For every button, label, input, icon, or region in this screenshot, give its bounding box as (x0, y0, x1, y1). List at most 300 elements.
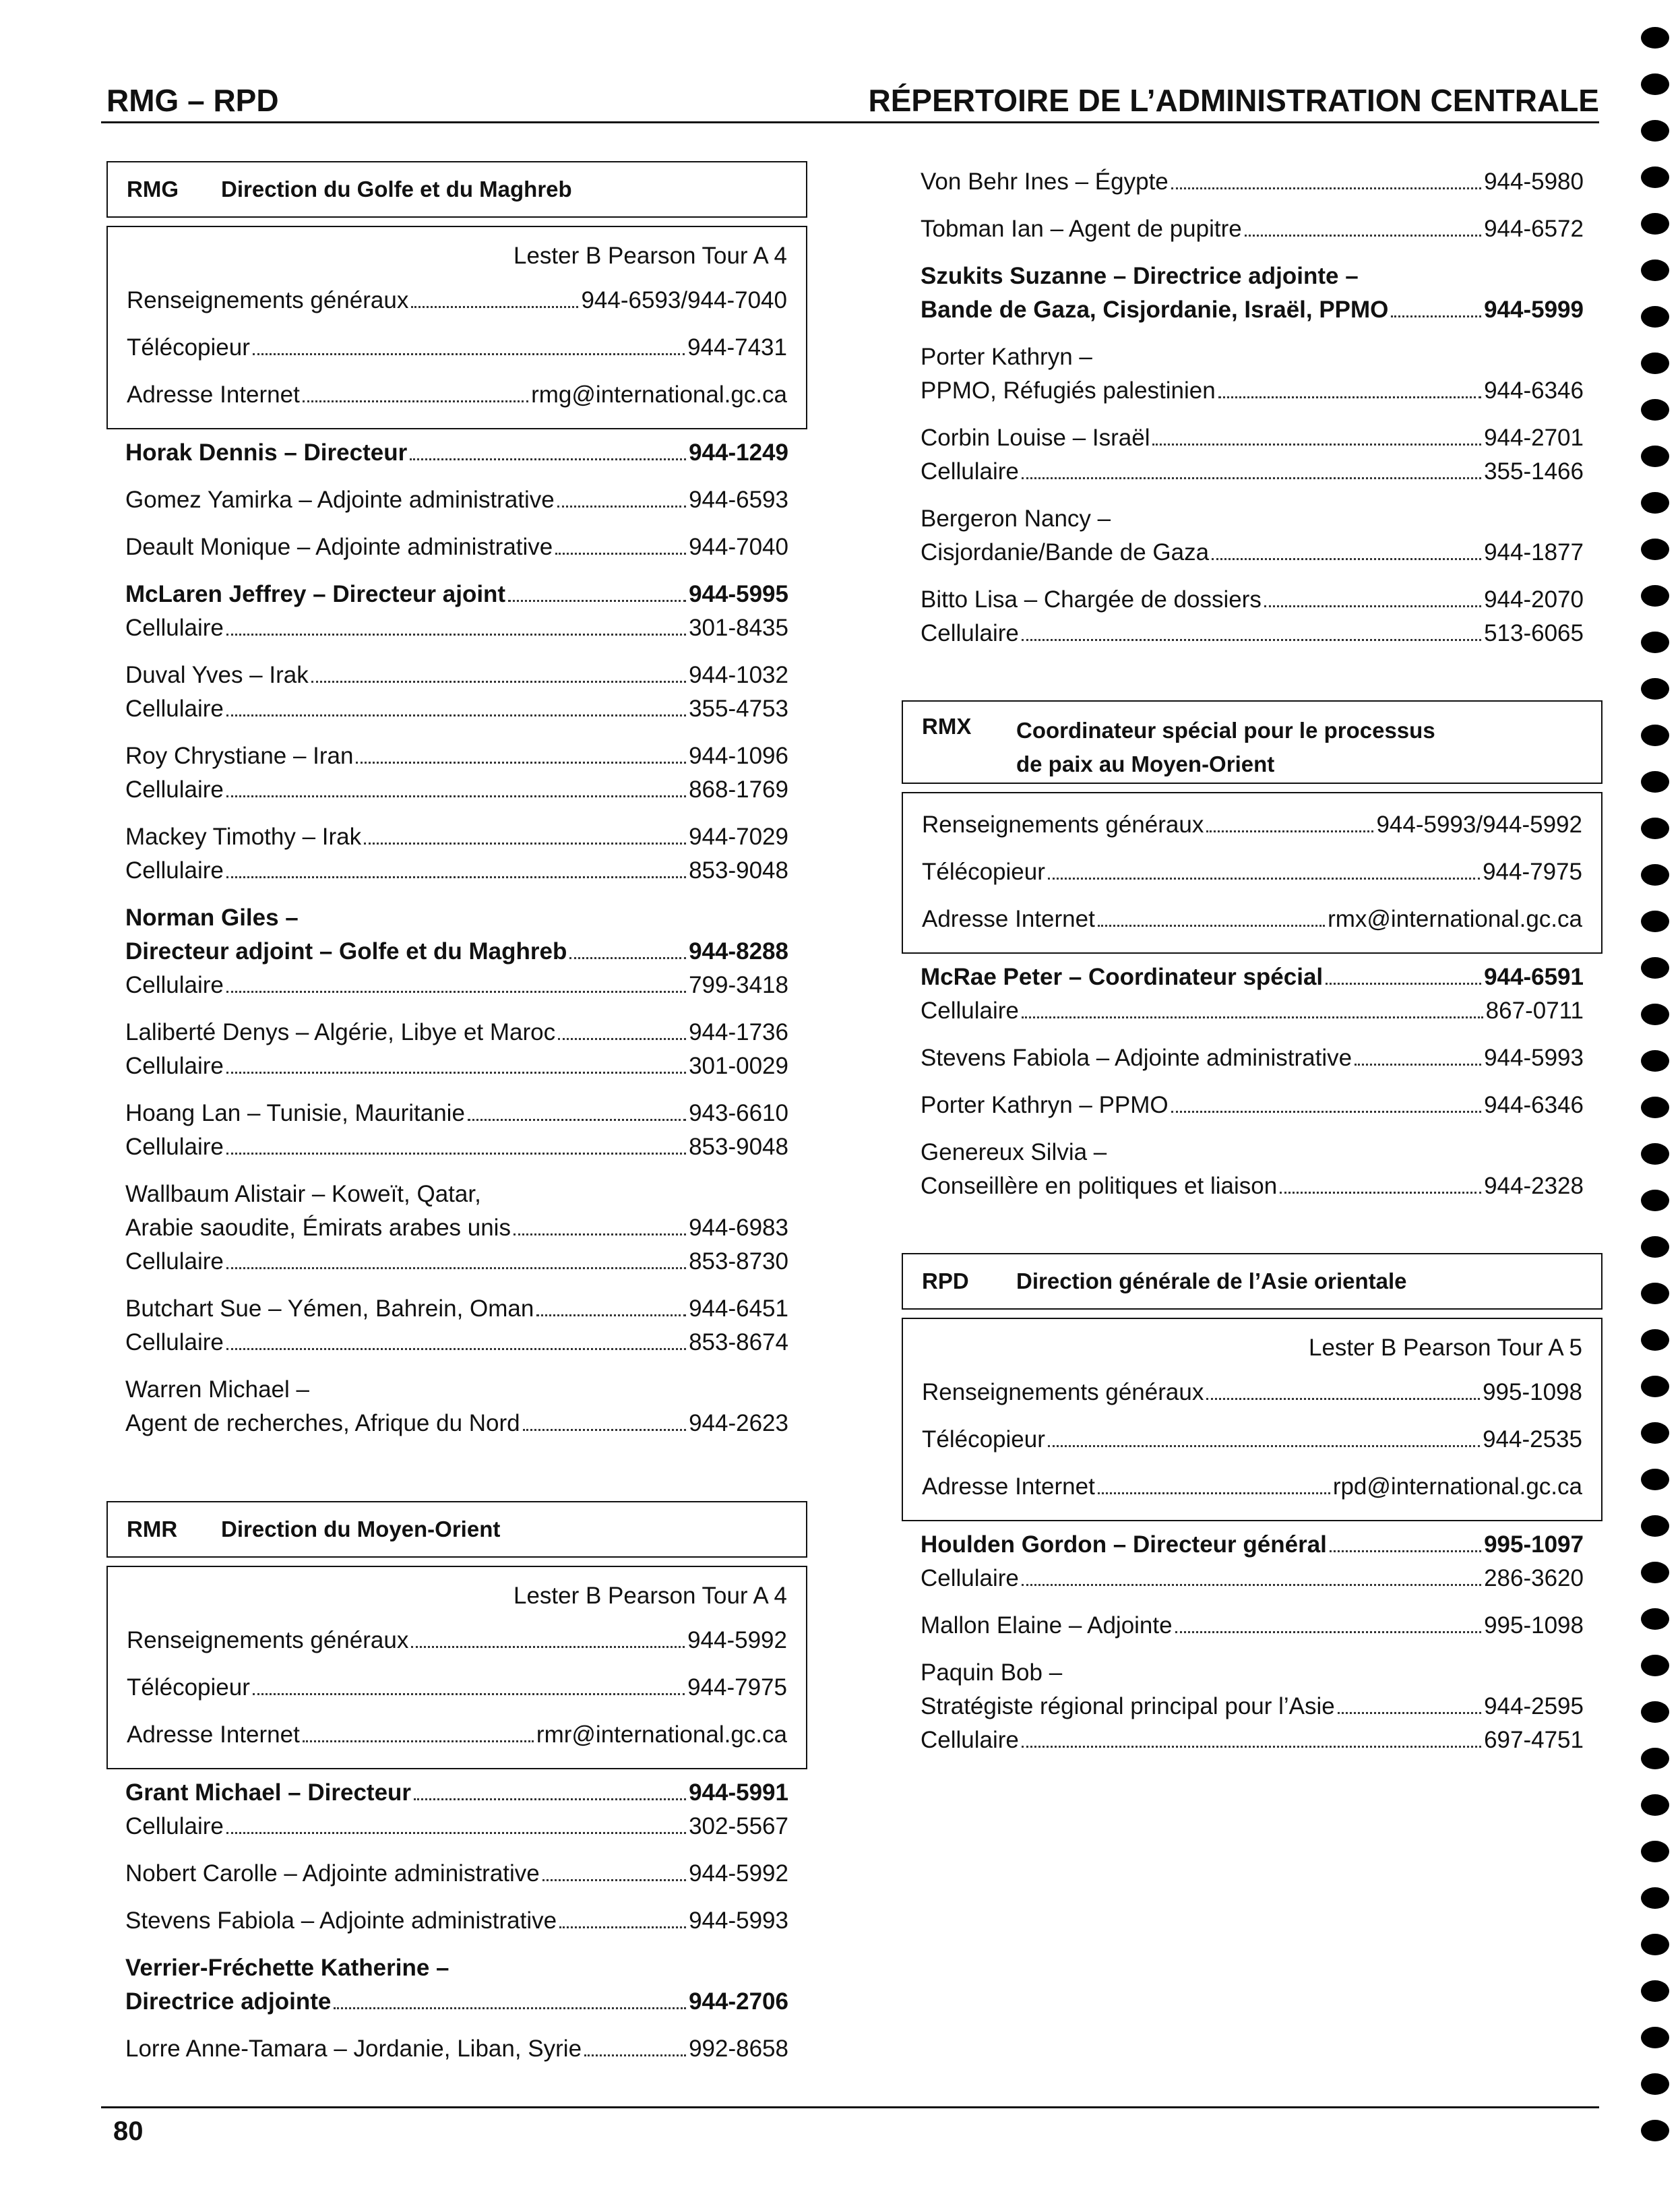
info-label: Télécopieur (922, 859, 1045, 885)
binder-hole (1641, 957, 1669, 979)
cell-line (125, 773, 788, 807)
entry-name: Deault Monique – Adjointe administrative (125, 534, 553, 560)
section-name-line1: Coordinateur spécial pour le processus (1016, 718, 1435, 743)
cell-line (125, 1130, 788, 1164)
entry-name: Horak Dennis – Directeur (125, 439, 408, 466)
cell-label: Cellulaire (125, 857, 224, 884)
phone-number: 944-5980 (1484, 169, 1584, 195)
binder-hole (1641, 1004, 1669, 1025)
binder-hole (1641, 678, 1669, 700)
cell-line (921, 455, 1584, 489)
section-name: Direction générale de l’Asie orientale (1016, 1269, 1407, 1293)
binder-hole (1641, 166, 1669, 188)
header-right-title: RÉPERTOIRE DE L’ADMINISTRATION CENTRALE (868, 83, 1599, 118)
entry-name: Hoang Lan – Tunisie, Mauritanie (125, 1100, 465, 1126)
location: Lester B Pearson Tour A 4 (513, 1583, 787, 1609)
binder-hole (1641, 1748, 1669, 1769)
entry-name: Wallbaum Alistair – Koweït, Qatar, (125, 1181, 481, 1207)
entry-line (921, 340, 1584, 374)
entry-line (125, 1985, 788, 2019)
directory-entry (125, 1904, 788, 1938)
section-header-rpd (902, 1253, 1603, 1310)
info-row (127, 1617, 787, 1664)
info-value: 944-2535 (1483, 1426, 1582, 1453)
phone-number: 944-7040 (689, 534, 788, 560)
directory-entry (921, 1656, 1584, 1757)
entry-line (921, 583, 1584, 617)
cell-number: 697-4751 (1484, 1727, 1584, 1753)
binder-hole (1641, 771, 1669, 793)
entry-line (921, 165, 1584, 199)
binder-hole (1641, 1562, 1669, 1583)
entry-line (921, 1136, 1584, 1169)
entry-name: Porter Kathryn – (921, 344, 1092, 370)
cell-number: 853-9048 (689, 1134, 788, 1160)
phone-number: 944-1032 (689, 662, 788, 688)
directory-entry (125, 820, 788, 888)
entry-line (921, 502, 1584, 536)
binder-hole (1641, 1329, 1669, 1351)
info-label: Renseignements généraux (127, 1627, 409, 1653)
cell-line (921, 1562, 1584, 1595)
entry-line (921, 960, 1584, 994)
entry-line (125, 1178, 788, 1211)
phone-number: 944-5993 (1484, 1045, 1584, 1071)
entry-line (921, 1528, 1584, 1562)
binder-hole (1641, 120, 1669, 142)
binder-hole (1641, 725, 1669, 746)
info-box-rmr (106, 1566, 807, 1769)
entry-name: Mallon Elaine – Adjointe (921, 1612, 1173, 1639)
entry-name: Porter Kathryn – PPMO (921, 1092, 1169, 1118)
cell-number: 868-1769 (689, 776, 788, 803)
phone-number: 944-8288 (689, 938, 788, 965)
cell-line (125, 692, 788, 726)
location: Lester B Pearson Tour A 5 (1308, 1335, 1582, 1361)
info-label: Télécopieur (922, 1426, 1045, 1453)
info-value: 944-7431 (687, 334, 787, 361)
entry-name: Grant Michael – Directeur (125, 1779, 412, 1806)
entry-name: McLaren Jeffrey – Directeur ajoint (125, 581, 506, 607)
phone-number: 995-1098 (1484, 1612, 1584, 1639)
binder-hole (1641, 1794, 1669, 1816)
entry-name: Butchart Sue – Yémen, Bahrein, Oman (125, 1295, 534, 1322)
cell-number: 355-4753 (689, 696, 788, 722)
section-name: Direction du Golfe et du Maghreb (221, 177, 572, 202)
entries-rmr (106, 1769, 807, 2066)
directory-entry (921, 502, 1584, 570)
info-row (922, 896, 1582, 943)
binder-hole (1641, 2073, 1669, 2095)
info-label: Télécopieur (127, 1674, 250, 1701)
entry-name: Nobert Carolle – Adjointe administrative (125, 1860, 540, 1887)
entry-line (921, 1041, 1584, 1075)
phone-number: 944-6593 (689, 487, 788, 513)
entry-line (921, 1089, 1584, 1122)
cell-label: Cellulaire (125, 1329, 224, 1355)
section-code: RMX (922, 714, 972, 739)
phone-number: 944-1249 (689, 439, 788, 466)
binder-hole (1641, 1980, 1669, 2002)
entry-line (125, 935, 788, 969)
cell-line (125, 1245, 788, 1279)
cell-label: Cellulaire (125, 615, 224, 641)
phone-number: 944-6346 (1484, 1092, 1584, 1118)
entry-line (125, 1776, 788, 1810)
binder-hole (1641, 492, 1669, 514)
entry-name: Lorre Anne-Tamara – Jordanie, Liban, Syrie (125, 2036, 582, 2062)
binder-hole (1641, 539, 1669, 560)
binder-hole (1641, 446, 1669, 467)
entry-line (921, 212, 1584, 246)
info-row (922, 849, 1582, 896)
entry-name: Conseillère en politiques et liaison (921, 1173, 1278, 1199)
phone-number: 944-2701 (1484, 425, 1584, 451)
cell-label: Cellulaire (921, 458, 1019, 485)
binder-hole (1641, 73, 1669, 95)
entry-line (921, 1656, 1584, 1690)
phone-number: 944-1877 (1484, 539, 1584, 566)
directory-entry (125, 483, 788, 517)
cell-number: 867-0711 (1485, 998, 1584, 1024)
section-code: RMR (127, 1517, 178, 1541)
cell-label: Cellulaire (125, 972, 224, 998)
cell-line (125, 1049, 788, 1083)
directory-entry (921, 165, 1584, 199)
entry-name: Tobman Ian – Agent de pupitre (921, 216, 1242, 242)
cell-number: 799-3418 (689, 972, 788, 998)
info-value: rpd@international.gc.ca (1332, 1473, 1582, 1500)
entry-line (125, 1407, 788, 1440)
cell-number: 513-6065 (1484, 620, 1584, 646)
phone-number: 944-6346 (1484, 377, 1584, 404)
binder-hole (1641, 1376, 1669, 1397)
directory-entry (921, 212, 1584, 246)
entry-name: Mackey Timothy – Irak (125, 824, 362, 850)
binder-hole (1641, 632, 1669, 653)
cell-line (125, 854, 788, 888)
phone-number: 992-8658 (689, 2036, 788, 2062)
entry-name: McRae Peter – Coordinateur spécial (921, 964, 1324, 990)
info-row (922, 1463, 1582, 1510)
binder-hole (1641, 1097, 1669, 1118)
info-value: 944-6593/944-7040 (581, 287, 787, 313)
header-left-title: RMG – RPD (106, 83, 279, 118)
directory-entry (921, 1528, 1584, 1595)
entry-line (125, 1951, 788, 1985)
page-number: 80 (113, 2116, 144, 2146)
directory-entry (125, 436, 788, 470)
entry-name: Cisjordanie/Bande de Gaza (921, 539, 1210, 566)
cell-label: Cellulaire (125, 696, 224, 722)
binder-hole (1641, 1190, 1669, 1211)
binder-hole (1641, 1701, 1669, 1723)
binder-hole (1641, 1841, 1669, 1862)
page-header (101, 74, 1599, 123)
entry-name: Szukits Suzanne – Directrice adjointe – (921, 263, 1359, 289)
cell-number: 355-1466 (1484, 458, 1584, 485)
phone-number: 944-2706 (689, 1988, 788, 2015)
entries-rmr-continued (902, 152, 1603, 650)
directory-entry (125, 1016, 788, 1083)
entry-line (921, 259, 1584, 293)
cell-label: Cellulaire (921, 620, 1019, 646)
binder-hole (1641, 306, 1669, 328)
info-value: rmx@international.gc.ca (1328, 906, 1582, 932)
entry-line (125, 659, 788, 692)
cell-line (921, 617, 1584, 650)
entry-line (125, 530, 788, 564)
entry-name: Bitto Lisa – Chargée de dossiers (921, 586, 1262, 613)
phone-number: 944-5995 (689, 581, 788, 607)
entry-name: Stevens Fabiola – Adjointe administrative (125, 1907, 557, 1934)
right-column (902, 152, 1603, 1771)
entry-name: Gomez Yamirka – Adjointe administrative (125, 487, 555, 513)
binder-hole (1641, 213, 1669, 235)
location: Lester B Pearson Tour A 4 (513, 243, 787, 269)
cell-number: 301-8435 (689, 615, 788, 641)
section-code: RPD (922, 1269, 969, 1293)
directory-entry (125, 1178, 788, 1279)
section-code: RMG (127, 177, 179, 202)
directory-entry (125, 1776, 788, 1843)
entry-name: Stratégiste régional principal pour l’Asie (921, 1693, 1335, 1719)
entry-name: Directrice adjointe (125, 1988, 332, 2015)
cell-label: Cellulaire (125, 1134, 224, 1160)
directory-entry (125, 1951, 788, 2019)
binder-hole (1641, 2027, 1669, 2048)
entry-line (125, 1292, 788, 1326)
info-row (922, 1369, 1582, 1416)
info-box-rpd (902, 1318, 1603, 1521)
info-box-rmg (106, 226, 807, 429)
directory-entry (125, 578, 788, 645)
phone-number: 944-2328 (1484, 1173, 1584, 1199)
phone-number: 944-5992 (689, 1860, 788, 1887)
section-header-rmx (902, 700, 1603, 784)
entry-line (921, 421, 1584, 455)
entry-name: Directeur adjoint – Golfe et du Maghreb (125, 938, 567, 965)
entry-name: Bergeron Nancy – (921, 506, 1111, 532)
entry-name: Stevens Fabiola – Adjointe administrative (921, 1045, 1352, 1071)
binder-hole (1641, 911, 1669, 932)
entry-name: PPMO, Réfugiés palestinien (921, 377, 1216, 404)
directory-entry (125, 659, 788, 726)
phone-number: 944-2070 (1484, 586, 1584, 613)
entry-line (125, 483, 788, 517)
entry-name: Laliberté Denys – Algérie, Libye et Maroc (125, 1019, 556, 1045)
info-value: 944-7975 (687, 1674, 787, 1701)
info-row (127, 1664, 787, 1711)
phone-number: 944-6591 (1484, 964, 1584, 990)
entries-rmx (902, 954, 1603, 1203)
info-label: Adresse Internet (127, 1721, 300, 1748)
cell-number: 853-8730 (689, 1248, 788, 1275)
cell-number: 302-5567 (689, 1813, 788, 1839)
entries-rpd (902, 1521, 1603, 1757)
directory-entry (921, 259, 1584, 327)
directory-entry (125, 530, 788, 564)
info-label: Renseignements généraux (922, 1379, 1204, 1405)
info-label: Adresse Internet (922, 1473, 1095, 1500)
section-header-rmr (106, 1501, 807, 1558)
cell-number: 853-8674 (689, 1329, 788, 1355)
phone-number: 944-6572 (1484, 216, 1584, 242)
cell-number: 301-0029 (689, 1053, 788, 1079)
entry-line (125, 1211, 788, 1245)
info-row (127, 1711, 787, 1759)
entry-name: Norman Giles – (125, 905, 299, 931)
directory-entry (125, 1292, 788, 1359)
directory-entry (125, 1373, 788, 1440)
info-row (127, 324, 787, 371)
cell-number: 853-9048 (689, 857, 788, 884)
phone-number: 944-1736 (689, 1019, 788, 1045)
entry-line (125, 1373, 788, 1407)
entry-name: Warren Michael – (125, 1376, 309, 1403)
entry-line (921, 536, 1584, 570)
entry-name: Roy Chrystiane – Iran (125, 743, 354, 769)
phone-number: 944-5993 (689, 1907, 788, 1934)
phone-number: 944-2623 (689, 1410, 788, 1436)
binder-hole (1641, 1608, 1669, 1630)
entry-line (921, 374, 1584, 408)
entry-name: Arabie saoudite, Émirats arabes unis (125, 1215, 511, 1241)
entry-line (921, 1690, 1584, 1723)
binder-hole (1641, 1469, 1669, 1490)
section-name (1016, 714, 1435, 781)
phone-number: 944-1096 (689, 743, 788, 769)
directory-entry (921, 421, 1584, 489)
info-value: 995-1098 (1483, 1379, 1582, 1405)
info-label: Télécopieur (127, 334, 250, 361)
directory-entry (921, 1609, 1584, 1643)
entry-line (125, 1016, 788, 1049)
entry-line (125, 1904, 788, 1938)
info-value: 944-5993/944-5992 (1376, 812, 1582, 838)
cell-label: Cellulaire (125, 776, 224, 803)
binder-hole (1641, 585, 1669, 607)
section-header-rmg (106, 161, 807, 218)
info-value: 944-5992 (687, 1627, 787, 1653)
binder-hole (1641, 1283, 1669, 1304)
cell-line (921, 994, 1584, 1028)
binder-hole (1641, 1050, 1669, 1072)
entry-name: Houlden Gordon – Directeur général (921, 1531, 1327, 1558)
entry-line (125, 1857, 788, 1891)
binder-hole (1641, 818, 1669, 839)
directory-entry (921, 583, 1584, 650)
directory-entry (921, 340, 1584, 408)
info-value: rmr@international.gc.ca (536, 1721, 787, 1748)
entry-line (125, 1097, 788, 1130)
binder-hole (1641, 864, 1669, 886)
entry-name: Genereux Silvia – (921, 1139, 1107, 1165)
entry-name: Corbin Louise – Israël (921, 425, 1150, 451)
entries-rmg (106, 429, 807, 1440)
cell-label: Cellulaire (921, 1565, 1019, 1591)
info-label: Adresse Internet (922, 906, 1095, 932)
directory-entry (125, 1857, 788, 1891)
directory-entry (125, 1097, 788, 1164)
cell-line (125, 1810, 788, 1843)
binder-hole (1641, 1422, 1669, 1444)
directory-entry (921, 1136, 1584, 1203)
binder-hole (1641, 399, 1669, 421)
section-name: Direction du Moyen-Orient (221, 1517, 501, 1541)
binder-hole (1641, 2120, 1669, 2141)
phone-number: 943-6610 (689, 1100, 788, 1126)
binder-hole (1641, 27, 1669, 49)
info-label: Adresse Internet (127, 381, 300, 408)
info-value: rmg@international.gc.ca (531, 381, 787, 408)
cell-label: Cellulaire (125, 1248, 224, 1275)
cell-label: Cellulaire (921, 1727, 1019, 1753)
cell-label: Cellulaire (125, 1813, 224, 1839)
cell-line (921, 1723, 1584, 1757)
entry-line (921, 1169, 1584, 1203)
entry-name: Von Behr Ines – Égypte (921, 169, 1169, 195)
info-label: Renseignements généraux (922, 812, 1204, 838)
info-row (127, 277, 787, 324)
cell-number: 286-3620 (1484, 1565, 1584, 1591)
binder-hole (1641, 353, 1669, 374)
entry-line (125, 739, 788, 773)
phone-number: 944-7029 (689, 824, 788, 850)
info-row (922, 1416, 1582, 1463)
info-box-rmx (902, 792, 1603, 954)
phone-number: 944-2595 (1484, 1693, 1584, 1719)
entry-line (125, 578, 788, 611)
info-row (922, 801, 1582, 849)
directory-entry (921, 960, 1584, 1028)
phone-number: 944-6983 (689, 1215, 788, 1241)
entry-line (921, 293, 1584, 327)
footer-rule (101, 2106, 1599, 2108)
entry-name: Paquin Bob – (921, 1659, 1063, 1686)
section-name-line2: de paix au Moyen-Orient (1016, 752, 1275, 776)
cell-label: Cellulaire (125, 1053, 224, 1079)
binder-hole (1641, 1236, 1669, 1258)
directory-entry (921, 1089, 1584, 1122)
binder-holes (1640, 0, 1676, 2200)
directory-entry (125, 739, 788, 807)
entry-line (125, 436, 788, 470)
cell-line (125, 969, 788, 1002)
binder-hole (1641, 1515, 1669, 1537)
entry-line (921, 1609, 1584, 1643)
binder-hole (1641, 1887, 1669, 1909)
entry-line (125, 820, 788, 854)
binder-hole (1641, 1655, 1669, 1676)
directory-entry (921, 1041, 1584, 1075)
cell-label: Cellulaire (921, 998, 1019, 1024)
info-label: Renseignements généraux (127, 287, 409, 313)
entry-line (125, 901, 788, 935)
cell-line (125, 611, 788, 645)
phone-number: 944-6451 (689, 1295, 788, 1322)
phone-number: 944-5991 (689, 1779, 788, 1806)
entry-line (125, 2032, 788, 2066)
left-column (106, 152, 807, 2079)
directory-entry (125, 901, 788, 1002)
entry-name: Verrier-Fréchette Katherine – (125, 1955, 449, 1981)
info-row (127, 371, 787, 419)
directory-entry (125, 2032, 788, 2066)
binder-hole (1641, 259, 1669, 281)
phone-number: 995-1097 (1484, 1531, 1584, 1558)
entry-name: Duval Yves – Irak (125, 662, 309, 688)
